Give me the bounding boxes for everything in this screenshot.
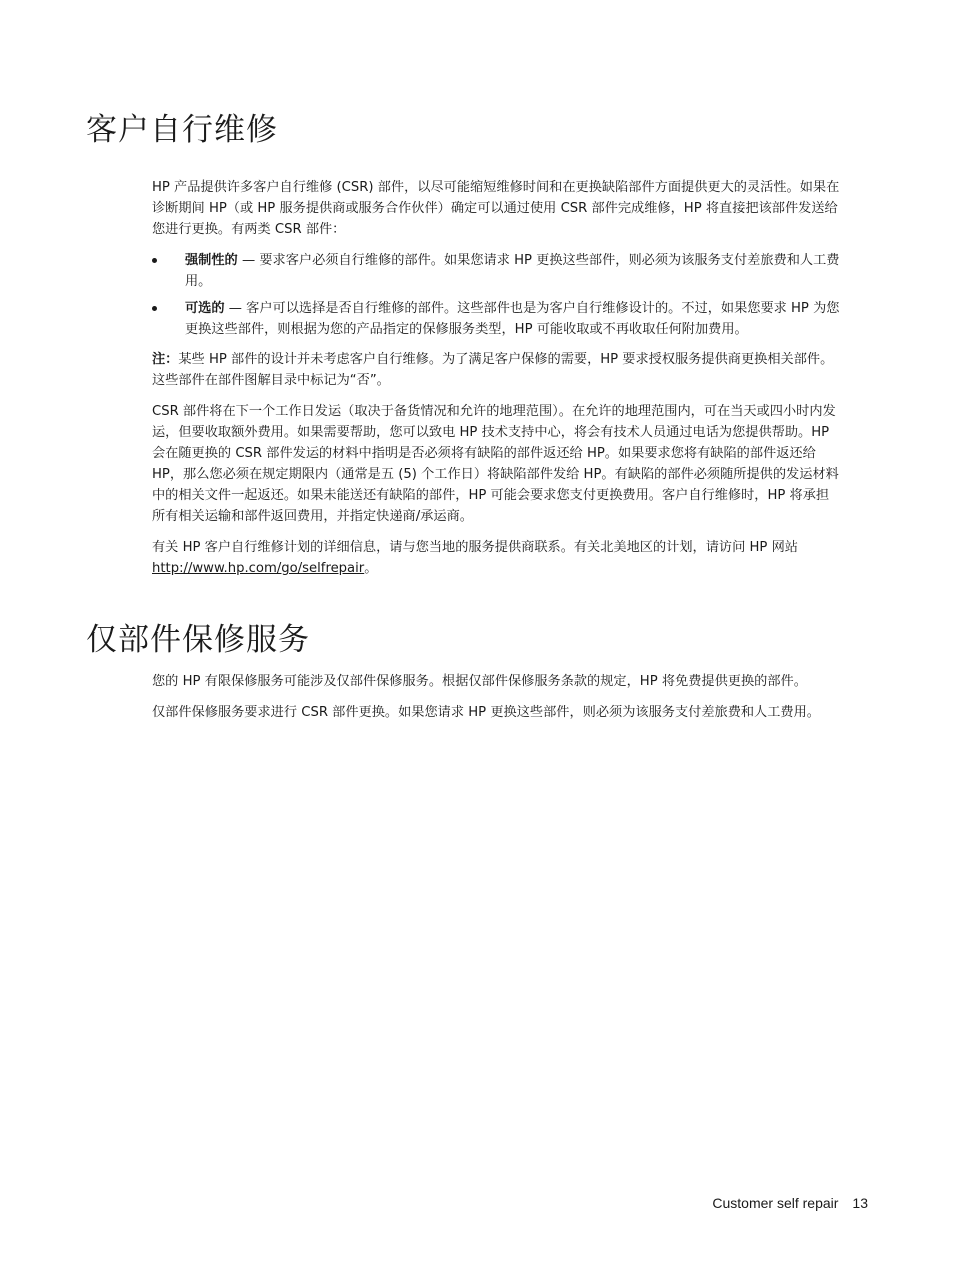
section-title-parts-only-warranty: 仅部件保修服务 [86, 622, 310, 658]
term-mandatory: 强制性的 [185, 253, 238, 268]
more-info-paragraph [152, 537, 842, 579]
description-optional: — 客户可以选择是否自行维修的部件。这些部件也是为客户自行维修设计的。不过，如果您要求 HP 为您更换这些部件，则根据为您的产品指定的保修服务类型，HP 可能收取或不再收取任何附加费用。 [185, 301, 840, 337]
section-title-customer-self-repair: 客户自行维修 [86, 112, 278, 148]
note-label: 注： [152, 352, 179, 367]
list-item-optional [152, 298, 842, 340]
footer-section-name: Customer self repair [712, 1195, 839, 1211]
list-item-mandatory [152, 250, 842, 292]
term-optional: 可选的 [185, 301, 225, 316]
parts-only-paragraph-2: 仅部件保修服务要求进行 CSR 部件更换。如果您请求 HP 更换这些部件，则必须为该服务支付差旅费和人工费用。 [152, 705, 820, 720]
description-mandatory: — 要求客户必须自行维修的部件。如果您请求 HP 更换这些部件，则必须为该服务支付差旅费和人工费用。 [185, 253, 840, 289]
page-number: 13 [852, 1195, 868, 1211]
csr-part-types-list [152, 250, 842, 340]
page-footer [712, 1193, 868, 1213]
parts-only-paragraph-1: 您的 HP 有限保修服务可能涉及仅部件保修服务。根据仅部件保修服务条款的规定，HP 将免费提供更换的部件。 [152, 674, 807, 689]
section-body-customer-self-repair [152, 177, 842, 589]
intro-paragraph: HP 产品提供许多客户自行维修 (CSR) 部件，以尽可能缩短维修时间和在更换缺陷部件方面提供更大的灵活性。如果在诊断期间 HP（或 HP 服务提供商或服务合作伙伴）确定可以通过使用 CSR 部件完成维修，HP 将直接把该部件发送给您进行更换。有两类 CSR 部件： [152, 180, 840, 237]
note-paragraph [152, 349, 842, 391]
section-body-parts-only-warranty [152, 671, 842, 733]
more-info-suffix: 。 [364, 561, 378, 576]
selfrepair-link[interactable]: http://www.hp.com/go/selfrepair [152, 561, 365, 576]
more-info-text: 有关 HP 客户自行维修计划的详细信息，请与您当地的服务提供商联系。有关北美地区的计划，请访问 HP 网站 [152, 540, 798, 555]
bullet-icon [152, 306, 157, 311]
note-text: 某些 HP 部件的设计并未考虑客户自行维修。为了满足客户保修的需要，HP 要求授权服务提供商更换相关部件。这些部件在部件图解目录中标记为“否”。 [152, 352, 834, 388]
bullet-icon [152, 258, 157, 263]
shipping-paragraph: CSR 部件将在下一个工作日发运（取决于备货情况和允许的地理范围）。在允许的地理范围内，可在当天或四小时内发运，但要收取额外费用。如果需要帮助，您可以致电 HP 技术支持中心，将会有技术人员通过电话为您提供帮助。HP 会在随更换的 CSR 部件发运的材料中指明是否必须将有缺陷的部件返还给 HP。如果要求您将有缺陷的部件返还给 HP，那么您必须在规定期限内（通常是五 (5) 个工作日）将缺陷部件发给 HP。有缺陷的部件必须随所提供的发运材料中的相关文件一起返还。如果未能送还有缺陷的部件，HP 可能会要求您支付更换费用。客户自行维修时，HP 将承担所有相关运输和部件返回费用，并指定快递商/承运商。 [152, 404, 839, 524]
